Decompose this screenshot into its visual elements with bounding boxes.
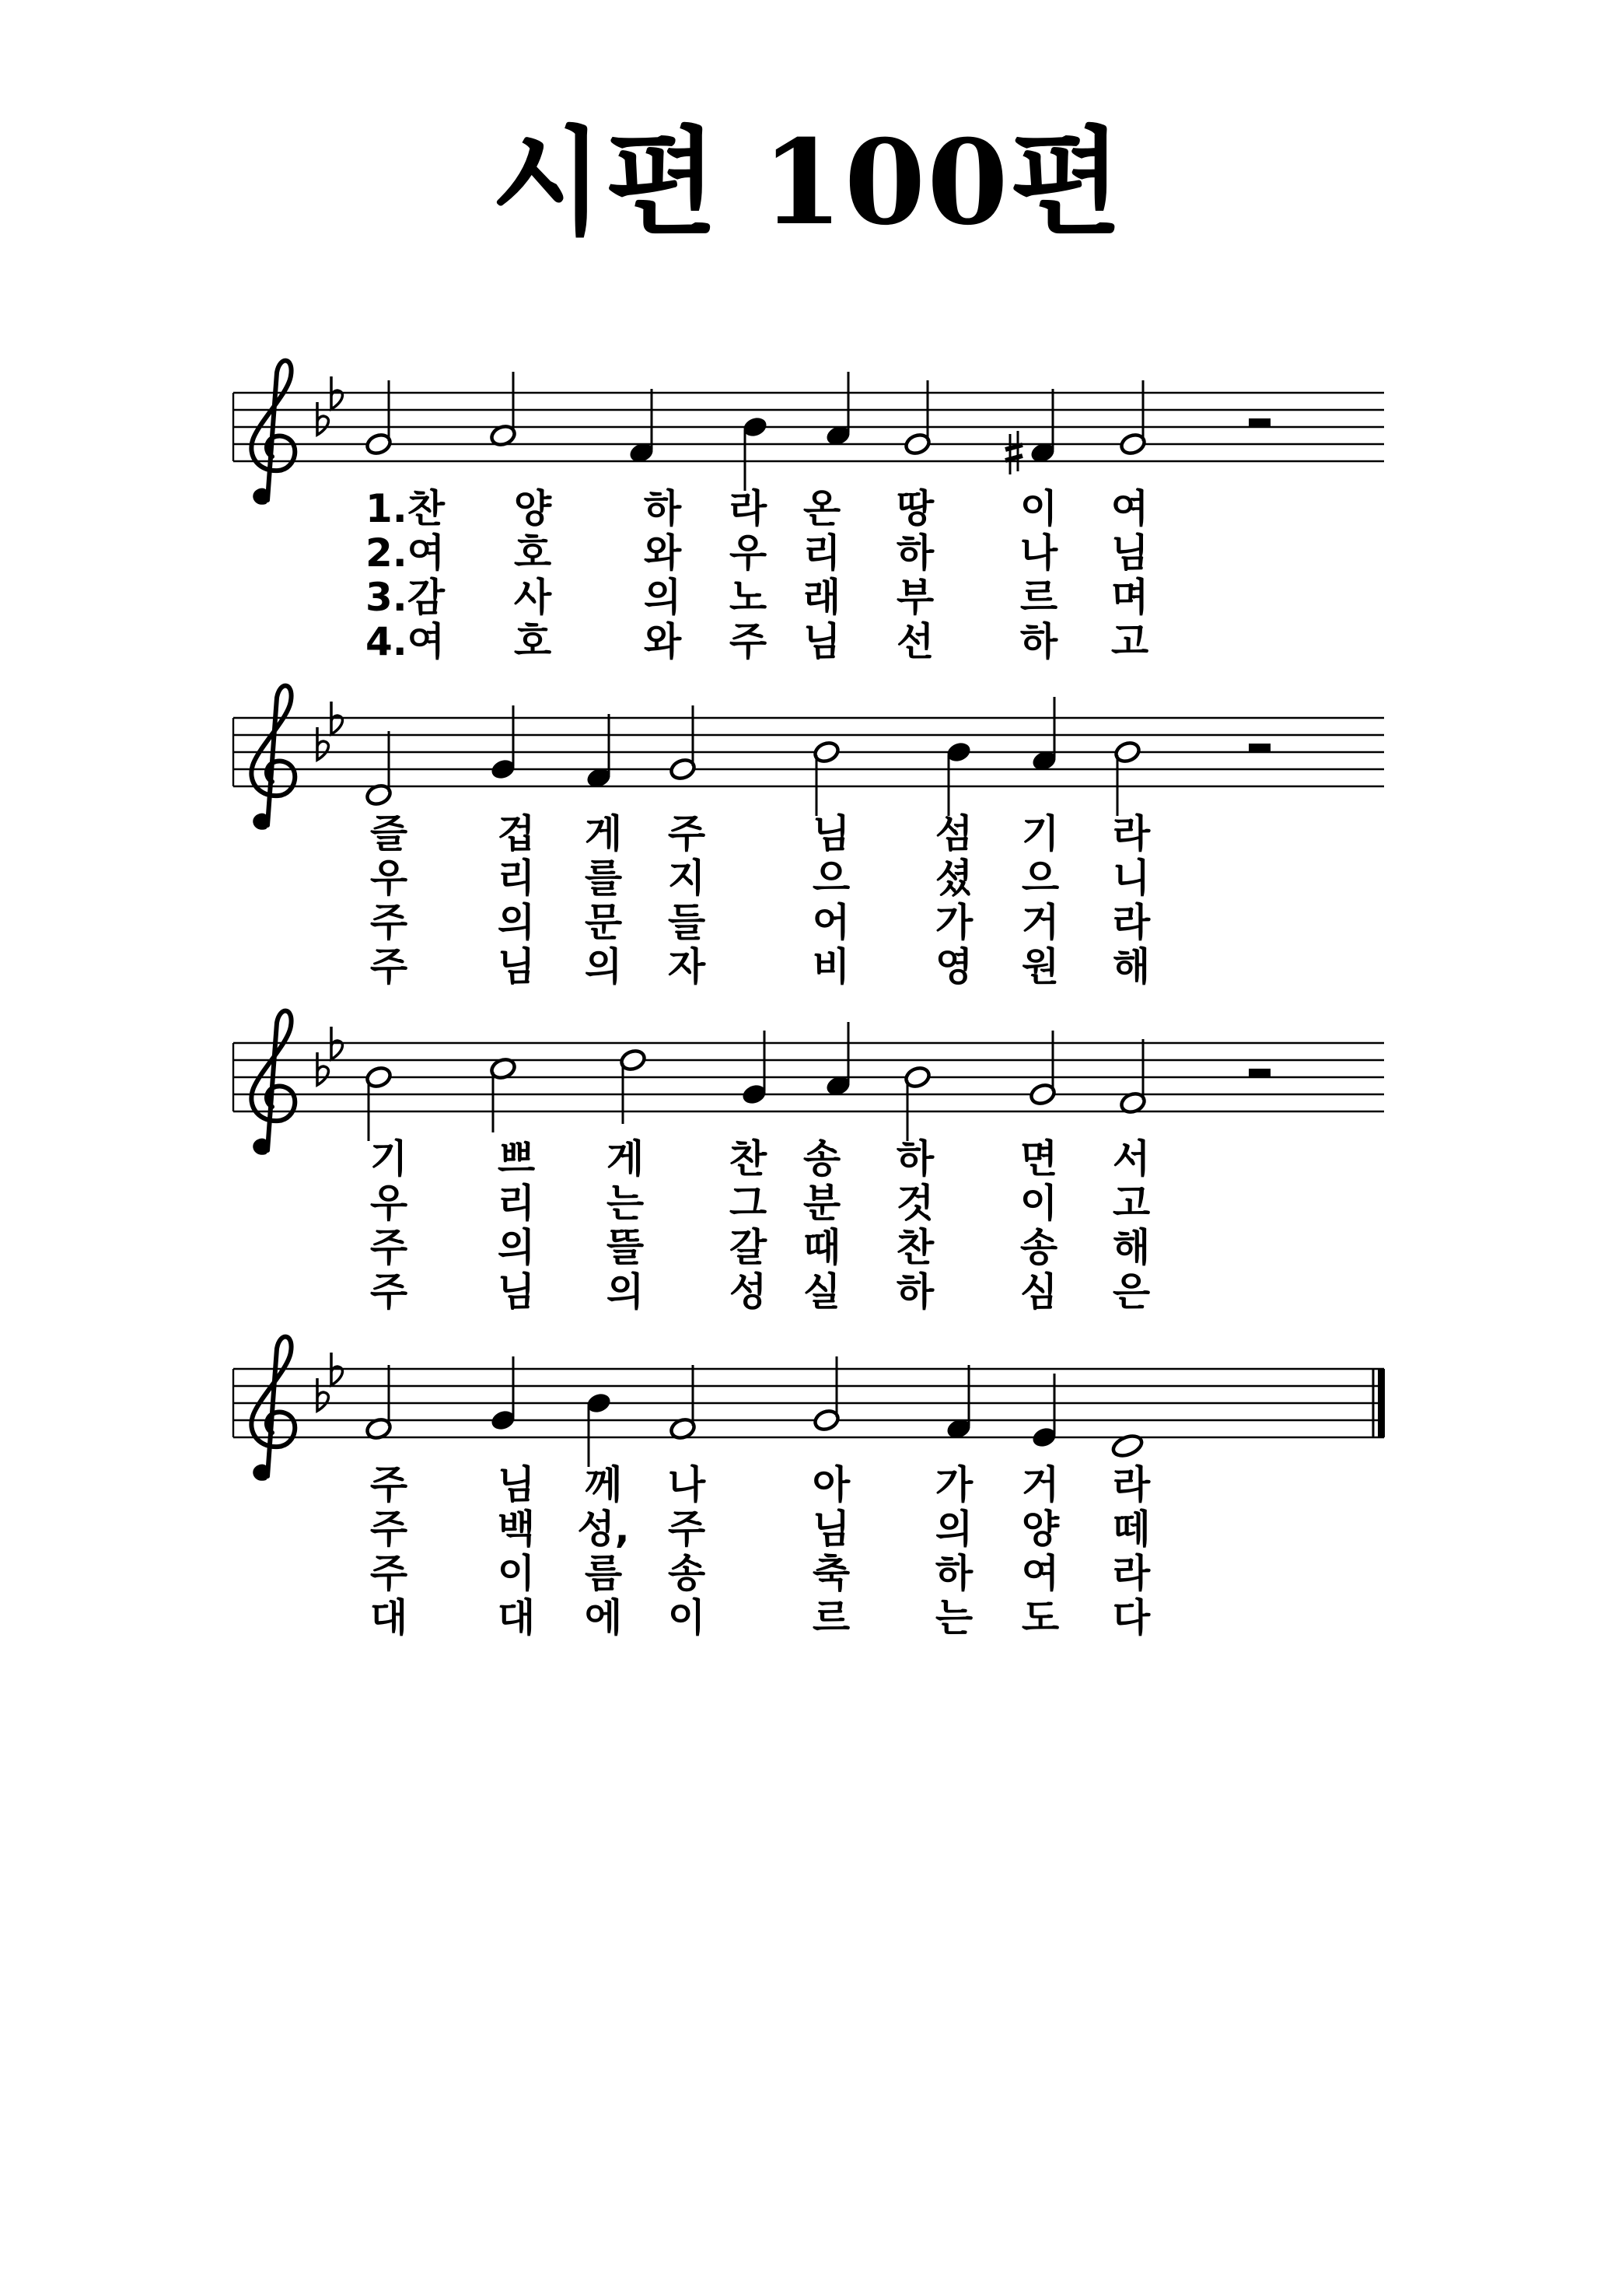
lyric-syllable: 가 — [935, 1462, 974, 1507]
treble-clef-icon — [251, 1337, 295, 1476]
lyric-syllable: 주 — [369, 1507, 408, 1552]
lyric-syllable: 쁘 — [497, 1136, 536, 1181]
lyric-syllable: 고 — [1110, 619, 1149, 664]
treble-clef-icon — [251, 686, 295, 825]
flat-icon — [317, 402, 328, 435]
lyric-syllable: 셨 — [935, 856, 974, 901]
lyric-syllable: 호 — [513, 530, 552, 576]
lyric-syllable: 1.찬 — [365, 486, 446, 531]
lyric-syllable: 도 — [1021, 1595, 1060, 1640]
lyric-syllable: 주 — [369, 1225, 408, 1270]
treble-clef-icon — [251, 361, 295, 500]
lyric-syllable: 게 — [606, 1136, 645, 1181]
lyric-syllable: 땅 — [896, 486, 935, 531]
lyric-syllable: 는 — [606, 1181, 645, 1226]
lyric-syllable: 것 — [896, 1181, 935, 1226]
lyric-syllable: 뜰 — [606, 1225, 645, 1270]
lyric-syllable: 실 — [802, 1269, 841, 1314]
lyric-syllable: 라 — [1112, 900, 1151, 945]
lyric-syllable: 때 — [802, 1225, 841, 1270]
lyric-syllable: 하 — [643, 486, 682, 531]
lyric-syllable: 떼 — [1112, 1507, 1151, 1552]
lyric-syllable: 지 — [667, 856, 706, 901]
lyric-syllable: 찬 — [896, 1225, 935, 1270]
lyric-syllable: 우 — [729, 530, 767, 576]
music-system — [233, 1337, 1385, 1640]
lyric-syllable: 름 — [584, 1551, 623, 1596]
lyric-syllable: 주 — [369, 1269, 408, 1314]
lyric-syllable: 이 — [497, 1551, 536, 1596]
lyric-syllable: 의 — [497, 900, 536, 945]
lyric-syllable: 자 — [667, 944, 706, 989]
lyric-syllable: 라 — [1112, 1462, 1151, 1507]
lyric-syllable: 으 — [1021, 856, 1060, 901]
lyric-syllable: 의 — [497, 1225, 536, 1270]
lyric-syllable: 기 — [369, 1136, 408, 1181]
lyric-syllable: 여 — [1110, 486, 1149, 531]
lyric-syllable: 주 — [369, 1551, 408, 1596]
lyric-syllable: 님 — [497, 1462, 536, 1507]
lyric-syllable: 선 — [896, 619, 935, 664]
lyric-syllable: 하 — [896, 1269, 935, 1314]
lyric-syllable: 고 — [1112, 1181, 1151, 1226]
lyric-syllable: 여 — [1021, 1551, 1060, 1596]
lyric-syllable: 문 — [584, 900, 623, 945]
lyric-syllable: 해 — [1112, 1225, 1151, 1270]
lyric-syllable: 거 — [1021, 1462, 1060, 1507]
lyric-syllable: 호 — [513, 619, 552, 664]
lyric-syllable: 주 — [369, 900, 408, 945]
lyric-syllable: 사 — [513, 575, 552, 620]
lyric-syllable: 대 — [497, 1595, 536, 1640]
lyric-syllable: 심 — [1019, 1269, 1058, 1314]
lyric-syllable: 송 — [1019, 1225, 1058, 1270]
lyric-syllable: 라 — [729, 486, 767, 531]
lyric-syllable: 섬 — [935, 811, 974, 856]
lyric-syllable: 리 — [497, 856, 536, 901]
lyric-syllable: 의 — [606, 1269, 645, 1314]
lyric-syllable: 축 — [812, 1551, 851, 1596]
lyric-syllable: 부 — [896, 575, 935, 620]
lyric-syllable: 니 — [1112, 856, 1151, 901]
lyric-syllable: 4.여 — [365, 619, 446, 664]
lyric-syllable: 주 — [729, 619, 767, 664]
lyric-syllable: 양 — [1021, 1507, 1060, 1552]
flat-icon — [317, 1378, 328, 1411]
lyric-syllable: 3.감 — [365, 575, 446, 620]
sharp-icon — [1010, 431, 1018, 474]
treble-clef-icon — [251, 1011, 295, 1150]
lyric-syllable: 성 — [729, 1269, 767, 1314]
lyric-syllable: 며 — [1110, 575, 1149, 620]
lyric-syllable: 에 — [584, 1595, 623, 1640]
lyric-syllable: 백 — [497, 1507, 536, 1552]
lyric-syllable: 가 — [935, 900, 974, 945]
music-system — [233, 1011, 1384, 1314]
lyric-syllable: 리 — [802, 530, 841, 576]
lyric-syllable: 이 — [1019, 486, 1058, 531]
lyric-syllable: 대 — [369, 1595, 408, 1640]
lyric-syllable: 나 — [667, 1462, 706, 1507]
lyric-syllable: 서 — [1112, 1136, 1151, 1181]
lyric-syllable: 주 — [667, 1507, 706, 1552]
lyric-syllable: 면 — [1019, 1136, 1058, 1181]
lyric-syllable: 와 — [643, 619, 682, 664]
lyric-syllable: 님 — [802, 619, 841, 664]
lyric-syllable: 하 — [896, 530, 935, 576]
lyric-syllable: 즐 — [369, 811, 408, 856]
half-rest-icon — [1249, 418, 1271, 427]
lyric-syllable: 하 — [1019, 619, 1058, 664]
lyric-syllable: 분 — [802, 1181, 841, 1226]
lyric-syllable: 노 — [729, 575, 767, 620]
lyric-syllable: 주 — [667, 811, 706, 856]
lyric-syllable: 비 — [812, 944, 851, 989]
lyric-syllable: 2.여 — [365, 530, 446, 576]
flat-icon — [317, 1052, 328, 1085]
final-barline — [1378, 1369, 1385, 1437]
music-system — [233, 686, 1384, 989]
lyric-syllable: 온 — [802, 486, 841, 531]
lyric-syllable: 이 — [667, 1595, 706, 1640]
music-system — [233, 361, 1384, 664]
lyric-syllable: 아 — [812, 1462, 851, 1507]
lyric-syllable: 님 — [812, 1507, 851, 1552]
lyric-syllable: 송 — [667, 1551, 706, 1596]
half-rest-icon — [1249, 744, 1271, 752]
lyric-syllable: 의 — [643, 575, 682, 620]
lyric-syllable: 겁 — [497, 811, 536, 856]
lyric-syllable: 송 — [802, 1136, 841, 1181]
lyric-syllable: 성, — [577, 1507, 630, 1552]
lyric-syllable: 우 — [369, 856, 408, 901]
page-title: 시편 100편 — [491, 114, 1124, 251]
lyric-syllable: 라 — [1112, 811, 1151, 856]
lyric-syllable: 님 — [497, 1269, 536, 1314]
flat-icon — [317, 727, 328, 760]
lyric-syllable: 해 — [1112, 944, 1151, 989]
lyric-syllable: 주 — [369, 1462, 408, 1507]
lyric-syllable: 들 — [667, 900, 706, 945]
lyric-syllable: 이 — [1019, 1181, 1058, 1226]
lyric-syllable: 님 — [812, 811, 851, 856]
lyric-syllable: 주 — [369, 944, 408, 989]
lyric-syllable: 님 — [497, 944, 536, 989]
lyric-syllable: 르 — [812, 1595, 851, 1640]
lyric-syllable: 양 — [513, 486, 552, 531]
half-rest-icon — [1249, 1069, 1271, 1077]
lyric-syllable: 다 — [1112, 1595, 1151, 1640]
lyric-syllable: 갈 — [729, 1225, 767, 1270]
lyric-syllable: 영 — [935, 944, 974, 989]
lyric-syllable: 어 — [812, 900, 851, 945]
lyric-syllable: 찬 — [729, 1136, 767, 1181]
lyric-syllable: 나 — [1019, 530, 1058, 576]
lyric-syllable: 기 — [1021, 811, 1060, 856]
lyric-syllable: 와 — [643, 530, 682, 576]
lyric-syllable: 의 — [935, 1507, 974, 1552]
lyric-syllable: 라 — [1112, 1551, 1151, 1596]
lyric-syllable: 우 — [369, 1181, 408, 1226]
sharp-icon-bars — [1005, 445, 1022, 460]
lyric-syllable: 원 — [1021, 944, 1060, 989]
lyric-syllable: 래 — [802, 575, 841, 620]
lyric-syllable: 하 — [935, 1551, 974, 1596]
lyric-syllable: 은 — [1112, 1269, 1151, 1314]
lyric-syllable: 으 — [812, 856, 851, 901]
lyric-syllable: 는 — [935, 1595, 974, 1640]
lyric-syllable: 의 — [584, 944, 623, 989]
lyric-syllable: 게 — [584, 811, 623, 856]
lyric-syllable: 리 — [497, 1181, 536, 1226]
lyric-syllable: 께 — [584, 1462, 623, 1507]
lyric-syllable: 거 — [1021, 900, 1060, 945]
lyric-syllable: 르 — [1019, 575, 1058, 620]
lyric-syllable: 하 — [896, 1136, 935, 1181]
lyric-syllable: 를 — [584, 856, 623, 901]
lyric-syllable: 그 — [729, 1181, 767, 1226]
lyric-syllable: 님 — [1110, 530, 1149, 576]
